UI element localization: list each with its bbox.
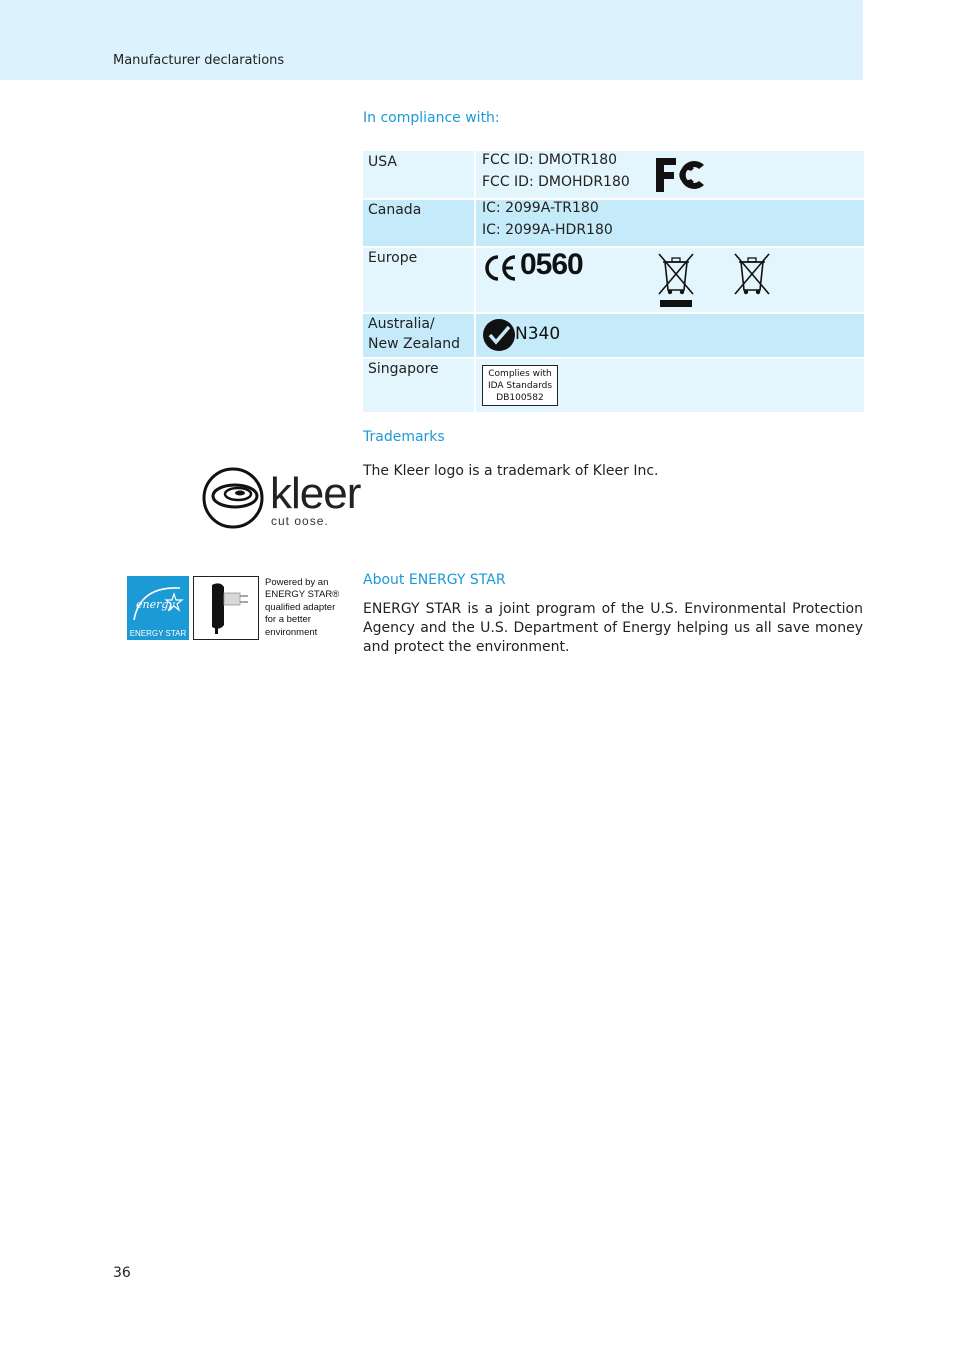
adapter-caption-line-4: for a better <box>265 614 311 626</box>
energy-star-heading: About ENERGY STAR <box>363 572 506 588</box>
country-canada: Canada <box>368 202 422 218</box>
energy-star-text: ENERGY STAR is a joint program of the U.S. Environmental Protection Agency and the U.S. Department of Energy helping us all save money and protect the environment. <box>363 601 863 655</box>
ic-id-1: IC: 2099A-TR180 <box>482 200 599 216</box>
page-number: 36 <box>113 1265 131 1281</box>
country-usa: USA <box>368 154 397 170</box>
energy-star-logo <box>127 576 189 640</box>
energy-star-icon <box>130 580 186 626</box>
compliance-table <box>363 151 864 412</box>
fcc-id-2: FCC ID: DMOHDR180 <box>482 174 630 190</box>
adapter-caption-line-2: ENERGY STAR® <box>265 589 340 601</box>
adapter-logo <box>193 576 259 640</box>
weee-bin-with-bar-icon <box>656 252 696 308</box>
adapter-caption-line-5: environment <box>265 626 318 638</box>
c-tick-code: N340 <box>515 324 561 344</box>
compliance-heading: In compliance with: <box>363 110 500 126</box>
adapter-caption-line-3: qualified adapter <box>265 601 336 613</box>
table-row-europe <box>363 248 864 314</box>
fcc-logo-icon <box>654 156 710 194</box>
adapter-caption <box>265 577 347 639</box>
trademarks-heading: Trademarks <box>363 429 445 445</box>
header-band <box>0 0 863 80</box>
kleer-logo-tagline: cut oose. <box>271 514 329 528</box>
table-row-canada <box>363 200 864 248</box>
trademarks-text: The Kleer logo is a trademark of Kleer Inc. <box>363 463 659 479</box>
weee-bin-icon <box>732 252 772 296</box>
ida-line-1: Complies with <box>488 369 552 379</box>
ic-id-2: IC: 2099A-HDR180 <box>482 222 613 238</box>
power-adapter-icon <box>202 581 252 637</box>
ida-compliance-box <box>482 365 558 406</box>
ce-notified-body-number: 0560 <box>520 248 583 281</box>
country-australia: Australia/ <box>368 316 435 332</box>
country-new-zealand: New Zealand <box>368 336 460 352</box>
c-tick-icon <box>482 318 516 352</box>
table-row-singapore <box>363 359 864 412</box>
kleer-logo-word: kleer <box>270 469 361 518</box>
energy-script-text: energy <box>136 598 175 611</box>
fcc-id-1: FCC ID: DMOTR180 <box>482 152 618 168</box>
country-europe: Europe <box>368 250 418 266</box>
ida-line-3: DB100582 <box>496 393 544 403</box>
table-row-usa <box>363 151 864 200</box>
kleer-logo-icon <box>201 466 265 530</box>
adapter-caption-line-1: Powered by an <box>265 577 329 588</box>
table-row-australia-nz <box>363 314 864 359</box>
ida-line-2: IDA Standards <box>487 381 553 391</box>
country-singapore: Singapore <box>368 361 439 377</box>
header-title: Manufacturer declarations <box>113 53 285 68</box>
ce-mark-icon <box>482 252 518 284</box>
energy-star-label: ENERGY STAR <box>129 629 187 638</box>
